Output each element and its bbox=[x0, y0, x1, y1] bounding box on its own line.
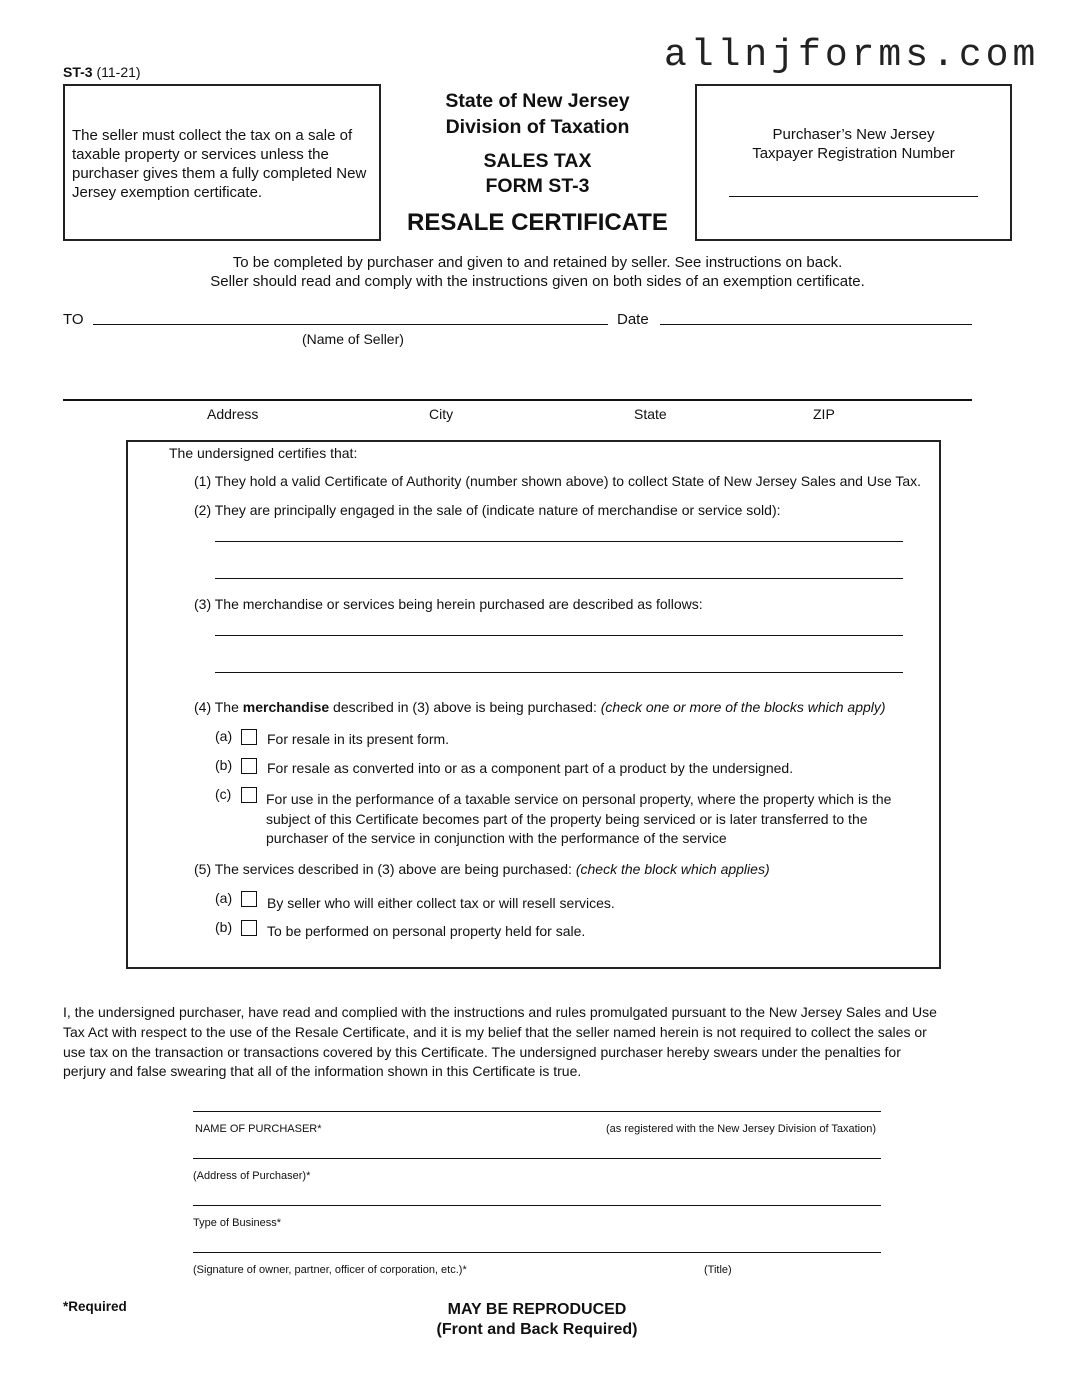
registration-number-label bbox=[697, 125, 1010, 163]
item3-line-1[interactable] bbox=[215, 635, 903, 636]
item5b-checkbox[interactable] bbox=[241, 920, 257, 936]
date-label: Date bbox=[617, 311, 649, 328]
instructions-line2: Seller should read and comply with the instructions given on both sides of an exemption certificate. bbox=[210, 273, 865, 290]
item5a-text: By seller who will either collect tax or will resell services. bbox=[267, 895, 615, 911]
sales-tax-label: SALES TAX bbox=[483, 150, 592, 172]
registration-number-box bbox=[695, 84, 1012, 241]
form-code: ST-3 bbox=[63, 64, 93, 80]
seller-name-input[interactable] bbox=[93, 306, 608, 325]
item5-italic: (check the block which applies) bbox=[575, 861, 770, 877]
item3-line-2[interactable] bbox=[215, 672, 903, 673]
declaration-line4: perjury and false swearing that all of the information shown in this Certificate is true. bbox=[63, 1063, 582, 1080]
purchaser-address-line[interactable] bbox=[193, 1158, 881, 1159]
item5b-text: To be performed on personal property held for sale. bbox=[267, 923, 586, 939]
item5-prefix: (5) The services described in (3) above are being purchased: bbox=[194, 861, 576, 877]
item4c-checkbox[interactable] bbox=[241, 787, 257, 803]
item4-italic: (check one or more of the blocks which apply) bbox=[600, 699, 886, 715]
item4c-letter: (c) bbox=[215, 786, 232, 802]
seller-notice-text: The seller must collect the tax on a sale of taxable property or services unless the purchaser gives them a fully completed New Jersey exemption certificate. bbox=[72, 127, 367, 201]
signature-line[interactable] bbox=[193, 1252, 881, 1253]
form-st3-label: FORM ST-3 bbox=[485, 175, 590, 197]
certification-item-2: (2) They are principally engaged in the sale of (indicate nature of merchandise or service sold): bbox=[194, 502, 781, 518]
certification-item-1: (1) They hold a valid Certificate of Authority (number shown above) to collect State of New Jersey Sales and Use Tax. bbox=[194, 473, 922, 489]
certification-item-4 bbox=[194, 699, 886, 715]
item2-line-2[interactable] bbox=[215, 578, 903, 579]
purchaser-address-label: (Address of Purchaser)* bbox=[193, 1170, 311, 1182]
purchaser-name-line[interactable] bbox=[193, 1111, 881, 1112]
item4c-line1: For use in the performance of a taxable service on personal property, where the property which is the bbox=[266, 791, 892, 807]
registration-number-input[interactable] bbox=[729, 178, 978, 197]
reproduce-note bbox=[387, 1300, 687, 1340]
item4c-text bbox=[266, 790, 891, 849]
item4-prefix: (4) The bbox=[194, 699, 243, 715]
item4-bold: merchandise bbox=[242, 699, 330, 715]
reproduce-line1: MAY BE REPRODUCED bbox=[447, 1301, 627, 1318]
zip-caption: ZIP bbox=[813, 406, 835, 422]
certification-intro: The undersigned certifies that: bbox=[169, 445, 358, 461]
required-note: *Required bbox=[63, 1299, 127, 1314]
instructions bbox=[63, 253, 1012, 291]
address-caption: Address bbox=[207, 406, 259, 422]
item4a-letter: (a) bbox=[215, 728, 233, 744]
to-label: TO bbox=[63, 311, 84, 328]
item5a-checkbox[interactable] bbox=[241, 891, 257, 907]
registration-label-line1: Purchaser’s New Jersey bbox=[772, 126, 935, 143]
declaration-line1: I, the undersigned purchaser, have read and complied with the instructions and rules promulgated pursuant to the New Jersey Sales and Use bbox=[63, 1004, 937, 1020]
address-line[interactable] bbox=[63, 399, 972, 401]
instructions-line1: To be completed by purchaser and given to and retained by seller. See instructions on back. bbox=[232, 254, 843, 271]
state-name: State of New Jersey bbox=[445, 90, 630, 112]
form-id bbox=[63, 64, 141, 80]
declaration bbox=[63, 1003, 1023, 1082]
page-title: RESALE CERTIFICATE bbox=[407, 209, 668, 236]
item5a-letter: (a) bbox=[215, 890, 233, 906]
date-input[interactable] bbox=[660, 306, 972, 325]
state-caption: State bbox=[634, 406, 667, 422]
division-name: Division of Taxation bbox=[445, 116, 630, 138]
item4b-checkbox[interactable] bbox=[241, 758, 257, 774]
item2-line-1[interactable] bbox=[215, 541, 903, 542]
item4b-letter: (b) bbox=[215, 757, 233, 773]
signature-label: (Signature of owner, partner, officer of corporation, etc.)* bbox=[193, 1264, 467, 1276]
city-caption: City bbox=[429, 406, 454, 422]
declaration-line2: Tax Act with respect to the use of the Resale Certificate, and it is my belief that the seller named herein is not required to collect the sales or bbox=[63, 1023, 927, 1040]
form-version: (11-21) bbox=[96, 64, 141, 80]
watermark: allnjforms.com bbox=[664, 34, 1040, 77]
reproduce-line2: (Front and Back Required) bbox=[436, 1321, 638, 1338]
item4a-checkbox[interactable] bbox=[241, 729, 257, 745]
form-name bbox=[390, 149, 685, 199]
item4a-text: For resale in its present form. bbox=[267, 731, 450, 747]
seller-name-caption: (Name of Seller) bbox=[302, 331, 404, 347]
item4c-line2: subject of this Certificate becomes part of the property being serviced or is later transferred to the bbox=[266, 810, 868, 827]
item4b-text: For resale as converted into or as a component part of a product by the undersigned. bbox=[267, 760, 794, 776]
item4c-line3: purchaser of the service in conjunction with the performance of the service bbox=[266, 830, 727, 846]
item4-mid: described in (3) above is being purchased: bbox=[329, 699, 601, 715]
agency-header bbox=[390, 88, 685, 140]
title-label: (Title) bbox=[704, 1264, 732, 1276]
item5b-letter: (b) bbox=[215, 919, 233, 935]
certification-item-3: (3) The merchandise or services being herein purchased are described as follows: bbox=[194, 596, 703, 612]
purchaser-name-note: (as registered with the New Jersey Division of Taxation) bbox=[606, 1123, 877, 1135]
declaration-line3: use tax on the transaction or transactions covered by this Certificate. The undersigned purchaser hereby swears under the penalties for bbox=[63, 1043, 901, 1060]
certification-item-5 bbox=[194, 861, 770, 877]
registration-label-line2: Taxpayer Registration Number bbox=[752, 145, 955, 162]
seller-notice-box bbox=[63, 84, 381, 241]
business-type-label: Type of Business* bbox=[193, 1217, 282, 1229]
purchaser-name-label: NAME OF PURCHASER* bbox=[195, 1123, 322, 1135]
business-type-line[interactable] bbox=[193, 1205, 881, 1206]
